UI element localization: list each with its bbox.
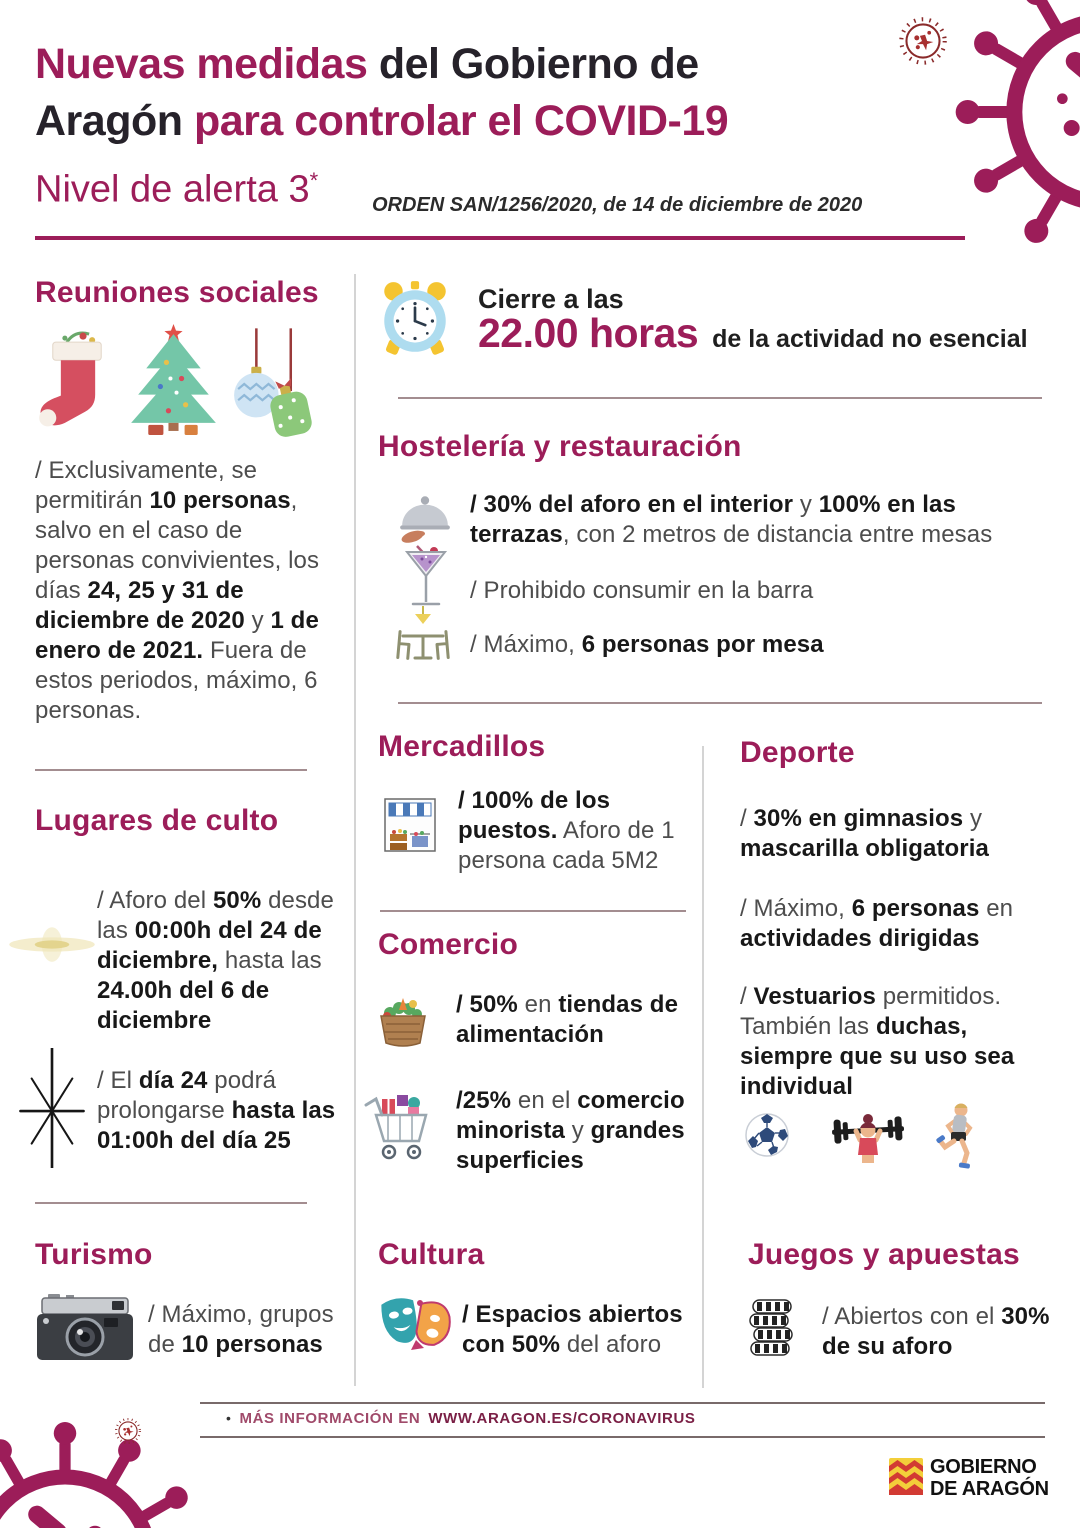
title-line-1 <box>35 36 875 93</box>
text-segment: 24, 25 y 31 de diciembre de 2020 <box>35 577 245 634</box>
divider <box>35 769 307 771</box>
aragon-shield-icon <box>888 1456 924 1498</box>
text-segment: hasta las 01:00h del día 25 <box>97 1097 336 1154</box>
closure-prefix: Cierre a las <box>478 284 624 314</box>
title-accent-1: Nuevas medidas <box>35 40 368 88</box>
logo-text <box>930 1456 1049 1500</box>
star-sparkle-icon <box>18 1048 86 1168</box>
text-segment: 100% en las terrazas <box>470 491 956 548</box>
hosteleria-item <box>470 490 1050 550</box>
footer-info-url: WWW.ARAGON.ES/CORONAVIRUS <box>428 1410 696 1427</box>
text-segment: 30% en gimnasios <box>753 805 964 832</box>
text-segment: desde las <box>97 887 334 944</box>
hosteleria-item <box>470 576 1050 606</box>
text-segment: podrá prolongarse <box>97 1067 277 1124</box>
virus-small-icon <box>111 1414 145 1448</box>
star-glow-icon <box>6 916 98 972</box>
text-segment: y <box>564 1117 591 1144</box>
text-segment: 6 personas por mesa <box>581 631 824 658</box>
theater-masks-icon <box>378 1290 454 1354</box>
reuniones-body <box>35 456 341 726</box>
page-title <box>35 36 875 150</box>
text-segment: día 24 <box>138 1067 208 1094</box>
title-accent-2: para controlar el COVID-19 <box>193 97 729 145</box>
footer-info-label: MÁS INFORMACIÓN EN <box>239 1410 421 1427</box>
text-segment: , con 2 metros de distancia entre mesas <box>562 521 993 548</box>
section-title-mercadillos: Mercadillos <box>378 730 546 763</box>
text-segment: y <box>793 491 819 518</box>
christmas-ornaments-icon <box>226 328 312 440</box>
alert-level <box>35 168 318 212</box>
deporte-item <box>740 894 1046 954</box>
culto-item <box>97 886 339 1036</box>
virus-icon <box>945 0 1080 272</box>
column-divider-right <box>702 746 704 1388</box>
text-segment: / El <box>97 1067 139 1094</box>
text-segment: / Aforo del <box>97 887 213 914</box>
text-segment: / <box>740 983 754 1010</box>
text-segment: 50% <box>212 887 262 914</box>
text-segment: / 50% <box>456 991 518 1018</box>
header-rule <box>35 236 965 240</box>
text-segment: Aforo de 1 persona cada 5M2 <box>458 817 675 874</box>
soccer-ball-icon <box>744 1108 790 1160</box>
text-segment: en <box>979 895 1014 922</box>
text-segment: en el <box>511 1087 578 1114</box>
title-line-2 <box>35 93 875 150</box>
text-segment: y <box>244 607 271 634</box>
text-segment: Vestuarios <box>753 983 876 1010</box>
text-segment: del aforo <box>560 1331 662 1358</box>
poker-chips-icon <box>748 1296 796 1360</box>
text-segment: y <box>963 805 983 832</box>
text-segment: 10 personas <box>149 487 291 514</box>
mercadillos-item <box>458 786 690 876</box>
alert-asterisk: * <box>309 168 319 193</box>
section-title-turismo: Turismo <box>35 1238 153 1271</box>
alert-level-text: Nivel de alerta 3 <box>35 168 310 211</box>
gobierno-aragon-logo <box>888 1456 1049 1500</box>
footer-info <box>226 1410 696 1427</box>
cultura-item <box>462 1300 702 1360</box>
text-segment: 10 personas <box>181 1331 323 1358</box>
section-title-cultura: Cultura <box>378 1238 485 1271</box>
text-segment: comercio minorista <box>456 1087 685 1144</box>
grocery-basket-icon <box>374 986 432 1048</box>
alarm-clock-icon <box>374 278 456 360</box>
christmas-stocking-icon <box>36 328 118 434</box>
comercio-item <box>456 1086 701 1176</box>
text-segment: 24.00h del 6 de diciembre <box>97 977 270 1034</box>
logo-line-1: GOBIERNO <box>930 1456 1037 1478</box>
text-segment: / Máximo, <box>740 895 852 922</box>
text-segment: permitidos. También las <box>740 983 1002 1040</box>
text-segment: duchas, siempre que su uso sea individual <box>740 1013 1015 1100</box>
text-segment: / Máximo, grupos <box>148 1301 334 1328</box>
hosteleria-item <box>470 630 1050 660</box>
weightlifting-icon <box>830 1110 906 1172</box>
text-segment: 6 personas <box>851 895 980 922</box>
shopping-cart-icon <box>362 1088 434 1164</box>
market-stall-icon <box>382 796 438 854</box>
section-title-culto: Lugares de culto <box>35 804 279 837</box>
text-segment: , salvo en el caso de personas convivientes, los días <box>35 487 320 604</box>
closure-row <box>478 310 1028 357</box>
text-segment: / Exclusivamente, se permitirán <box>35 457 258 514</box>
turismo-item <box>148 1300 348 1360</box>
text-segment: / Abiertos con el <box>822 1303 1002 1330</box>
closure-time: 22.00 horas <box>478 310 699 356</box>
column-divider-left <box>354 274 356 1386</box>
deporte-item <box>740 982 1052 1102</box>
christmas-tree-icon <box>126 322 222 438</box>
text-segment: / Máximo, <box>470 631 582 658</box>
text-segment: 1 de enero de 2021. <box>35 607 319 664</box>
header <box>35 36 875 150</box>
title-rest-1: del Gobierno de <box>367 40 699 88</box>
text-segment: tiendas de alimentación <box>456 991 679 1048</box>
divider <box>35 1202 307 1204</box>
footer-line-top <box>200 1402 1045 1404</box>
serving-dish-icon <box>398 488 452 544</box>
text-segment: / Prohibido consumir en la barra <box>470 577 814 604</box>
text-segment: mascarilla obligatoria <box>740 835 989 862</box>
text-segment: / 30% del aforo en el interior <box>470 491 794 518</box>
deporte-item <box>740 804 1046 864</box>
table-and-chairs-icon <box>390 604 456 668</box>
virus-icon <box>0 1412 215 1528</box>
text-segment: / <box>740 805 754 832</box>
section-title-deporte: Deporte <box>740 736 855 769</box>
text-segment: 30% de su aforo <box>822 1303 1050 1360</box>
text-segment: en <box>517 991 559 1018</box>
section-title-hosteleria: Hostelería y restauración <box>378 430 742 463</box>
text-segment: Fuera de estos periodos, máximo, 6 personas. <box>35 637 318 724</box>
section-title-comercio: Comercio <box>378 928 518 961</box>
culto-item <box>97 1066 345 1156</box>
footer-line-bottom <box>200 1436 1045 1438</box>
section-title-juegos: Juegos y apuestas <box>748 1238 1020 1271</box>
section-title-reuniones: Reuniones sociales <box>35 276 319 309</box>
virus-small-icon <box>892 10 954 72</box>
text-segment: 00:00h del 24 de diciembre, <box>97 917 322 974</box>
camera-icon <box>34 1294 136 1364</box>
title-rest-2: Aragón <box>35 97 194 145</box>
closure-suffix: de la actividad no esencial <box>712 325 1028 353</box>
text-segment: /25% <box>456 1087 512 1114</box>
text-segment: de <box>148 1331 182 1358</box>
text-segment: / Espacios abiertos con 50% <box>462 1301 683 1358</box>
divider <box>398 702 1042 704</box>
logo-line-2: DE ARAGÓN <box>930 1478 1049 1500</box>
divider <box>380 910 686 912</box>
text-segment: / 100% de los puestos. <box>458 787 611 844</box>
text-segment: hasta las <box>218 947 322 974</box>
text-segment: actividades dirigidas <box>740 925 980 952</box>
juegos-item <box>822 1302 1052 1362</box>
text-segment: grandes superficies <box>456 1117 685 1174</box>
order-reference: ORDEN SAN/1256/2020, de 14 de diciembre de 2020 <box>372 194 863 216</box>
divider <box>398 397 1042 399</box>
comercio-item <box>456 990 696 1050</box>
running-icon <box>936 1100 978 1172</box>
bullet-icon: • <box>226 1410 232 1426</box>
